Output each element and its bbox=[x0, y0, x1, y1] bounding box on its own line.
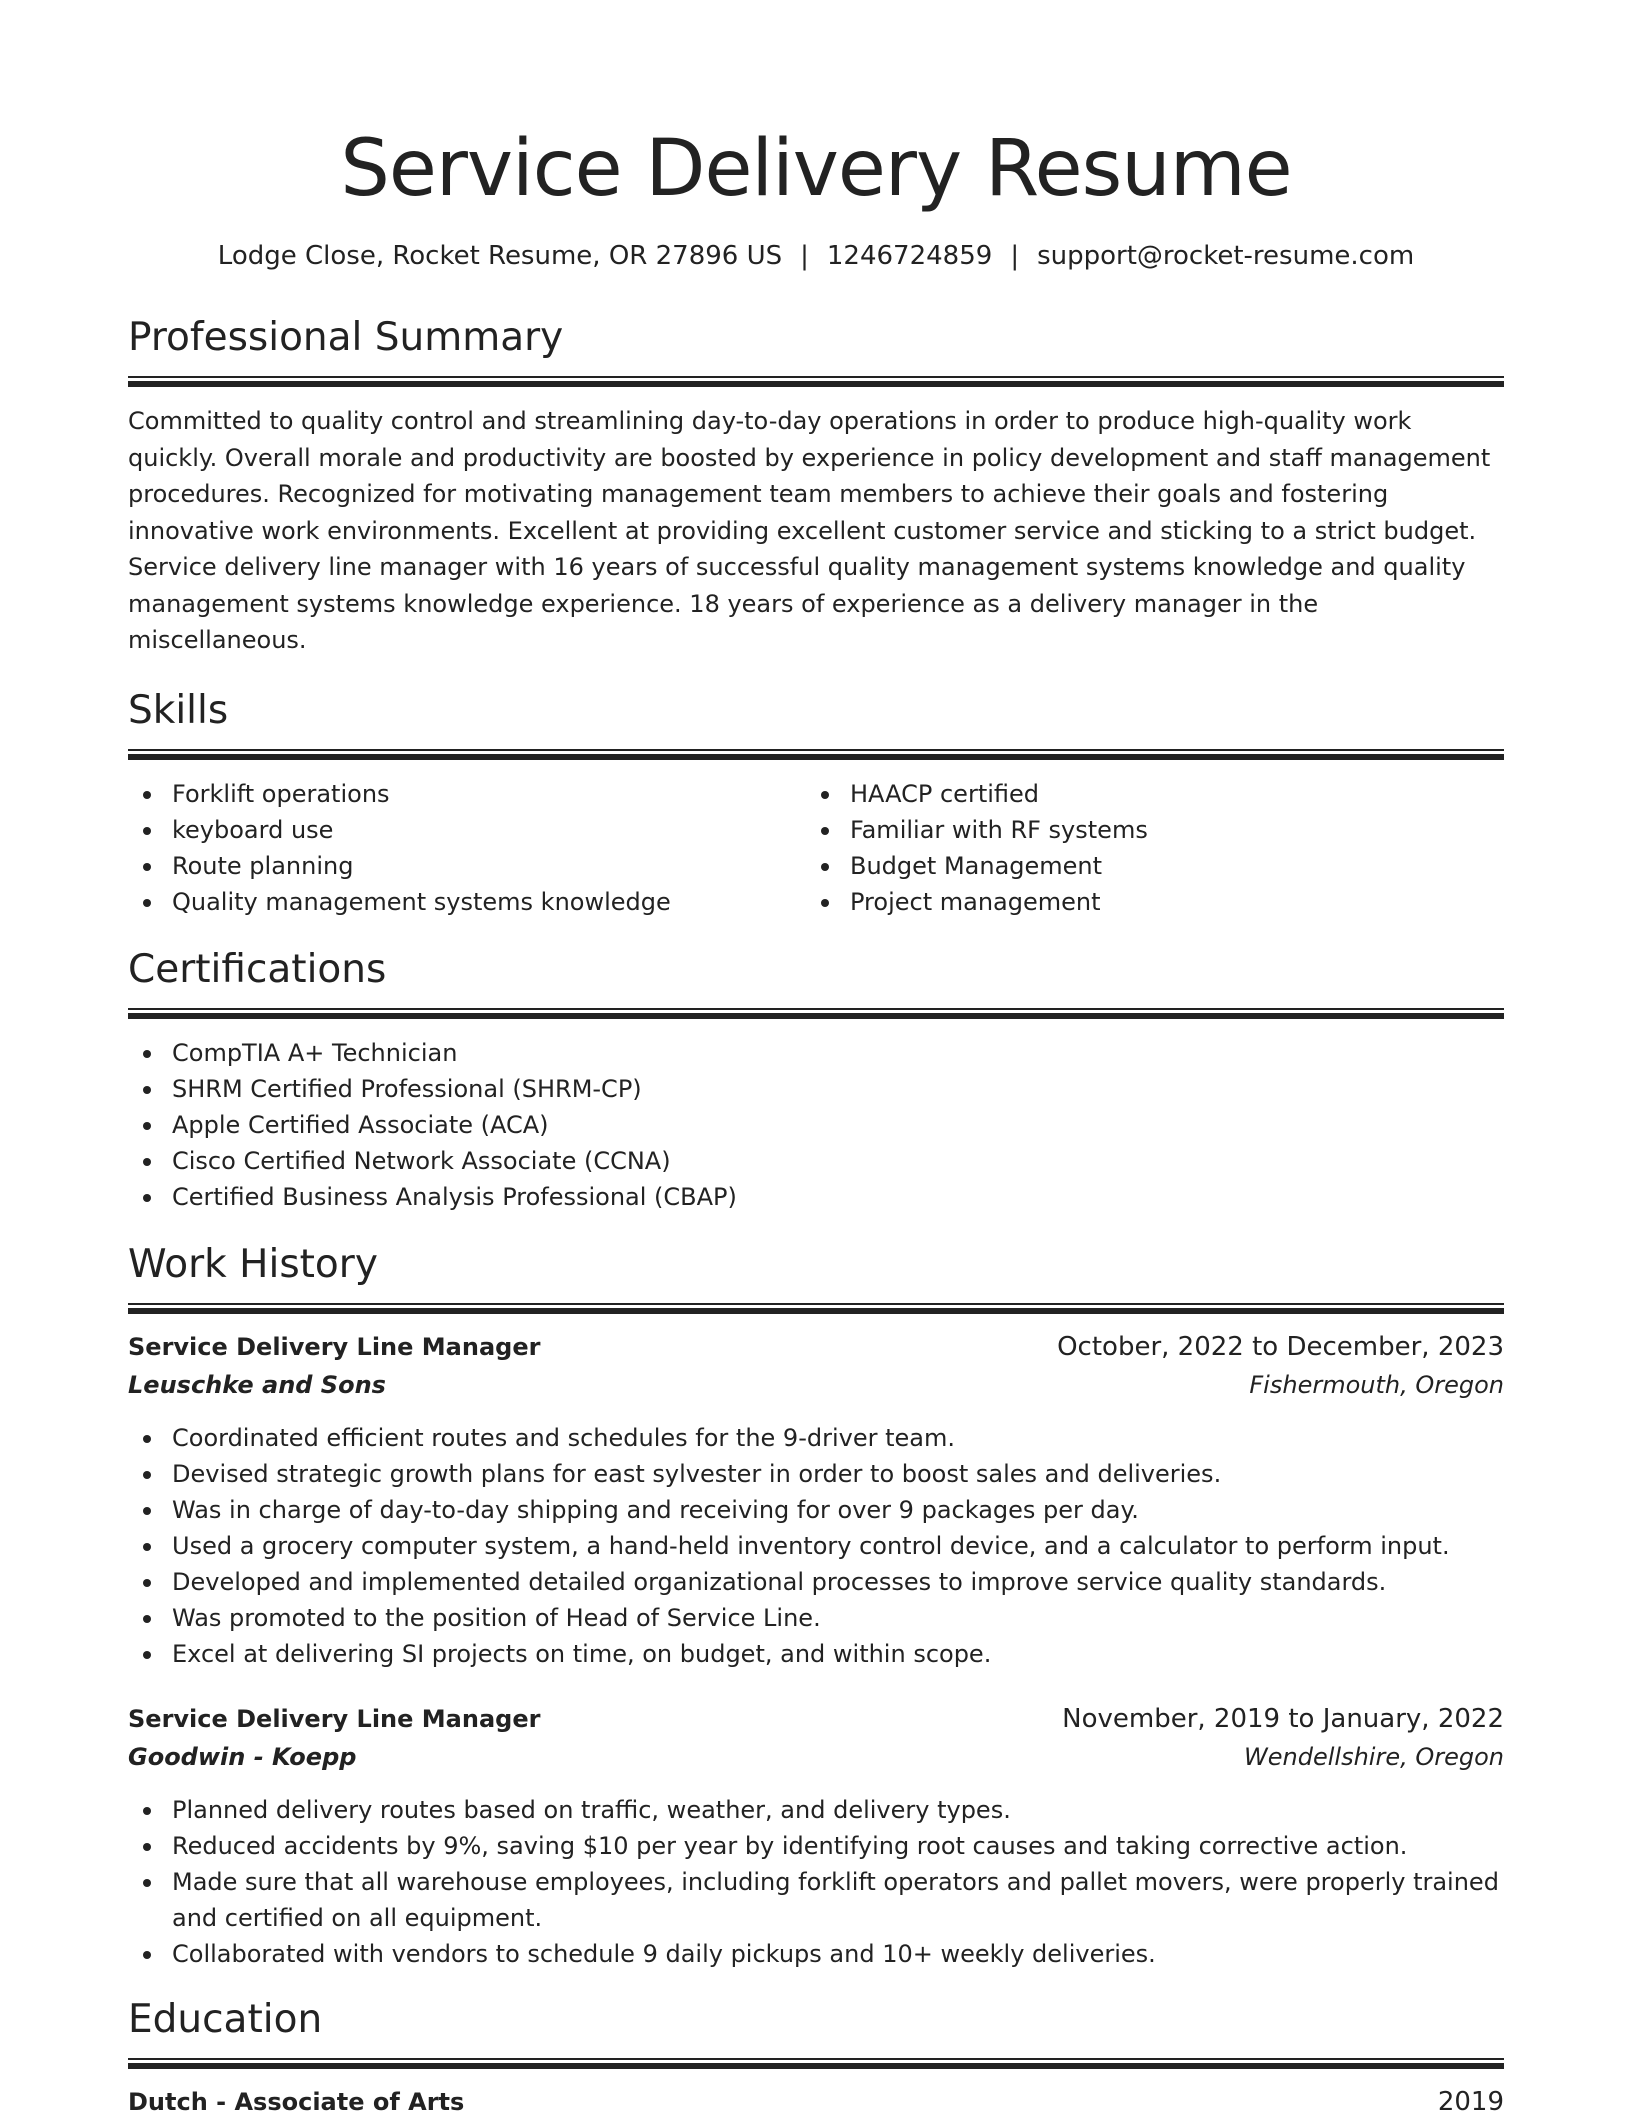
skill-item: keyboard use bbox=[128, 812, 806, 848]
section-title: Work History bbox=[128, 1241, 378, 1287]
job-bullet: Devised strategic growth plans for east sylvester in order to boost sales and deliveries. bbox=[128, 1456, 1504, 1492]
degree: Dutch - Associate of Arts bbox=[128, 2087, 465, 2116]
section-title: Certifications bbox=[128, 946, 387, 992]
section-title: Skills bbox=[128, 687, 229, 733]
job-bullets bbox=[128, 1792, 1504, 1972]
certification-item: SHRM Certified Professional (SHRM-CP) bbox=[128, 1071, 1504, 1107]
job-bullets bbox=[128, 1420, 1504, 1672]
skills-section bbox=[128, 687, 1504, 920]
certifications-list bbox=[128, 1035, 1504, 1215]
job-bullet: Reduced accidents by 9%, saving $10 per year by identifying root causes and taking corrective action. bbox=[128, 1828, 1504, 1864]
resume-page bbox=[128, 120, 1504, 2121]
job-location: Wendellshire, Oregon bbox=[1244, 1742, 1504, 1771]
certification-item: CompTIA A+ Technician bbox=[128, 1035, 1504, 1071]
job-bullet: Planned delivery routes based on traffic, weather, and delivery types. bbox=[128, 1792, 1504, 1828]
job-title: Service Delivery Line Manager bbox=[128, 1704, 541, 1733]
section-divider bbox=[128, 1303, 1504, 1314]
education-section bbox=[128, 1996, 1504, 2121]
section-title: Education bbox=[128, 1996, 323, 2042]
summary-text: Committed to quality control and streamlining day-to-day operations in order to produce high-quality work quickly. Overall morale and productivity are boosted by experience in policy development and staff management procedures. Recognized for motivating management team members to achieve their goals and fostering innovative work environments. Excellent at providing excellent customer service and sticking to a strict budget. Service delivery line manager with 16 years of successful quality management systems knowledge and quality management systems knowledge experience. 18 years of experience as a delivery manager in the miscellaneous. bbox=[128, 407, 1491, 654]
section-divider bbox=[128, 1008, 1504, 1019]
job-bullet: Made sure that all warehouse employees, including forklift operators and pallet movers, were properly trained and certified on all equipment. bbox=[128, 1864, 1504, 1936]
work-history-section bbox=[128, 1241, 1504, 1972]
contact-line bbox=[128, 238, 1504, 274]
job-bullet: Excel at delivering SI projects on time, on budget, and within scope. bbox=[128, 1636, 1504, 1672]
certifications-section bbox=[128, 946, 1504, 1215]
contact-email: support@rocket-resume.com bbox=[1037, 241, 1415, 271]
job-bullet: Was promoted to the position of Head of Service Line. bbox=[128, 1600, 1504, 1636]
job-title: Service Delivery Line Manager bbox=[128, 1332, 541, 1361]
job-bullet: Developed and implemented detailed organizational processes to improve service quality standards. bbox=[128, 1564, 1504, 1600]
education-year: 2019 bbox=[1437, 2086, 1504, 2117]
skill-item: Quality management systems knowledge bbox=[128, 884, 806, 920]
skills-left-column bbox=[128, 776, 806, 920]
skills-right-column bbox=[806, 776, 1484, 920]
job-dates: November, 2019 to January, 2022 bbox=[1062, 1703, 1504, 1734]
contact-separator: | bbox=[1010, 241, 1020, 271]
skills-grid bbox=[128, 776, 1504, 920]
company-name: Goodwin - Koepp bbox=[128, 1742, 357, 1771]
company-name: Leuschke and Sons bbox=[128, 1370, 386, 1399]
contact-address: Lodge Close, Rocket Resume, OR 27896 US bbox=[217, 241, 783, 271]
skill-item: Budget Management bbox=[806, 848, 1484, 884]
resume-name: Service Delivery Resume bbox=[340, 124, 1292, 214]
section-divider bbox=[128, 749, 1504, 760]
job-bullet: Coordinated efficient routes and schedules for the 9-driver team. bbox=[128, 1420, 1504, 1456]
job-dates: October, 2022 to December, 2023 bbox=[1057, 1331, 1504, 1362]
summary-section bbox=[128, 314, 1504, 659]
section-title: Professional Summary bbox=[128, 315, 564, 360]
contact-separator: | bbox=[800, 241, 809, 271]
section-divider bbox=[128, 2058, 1504, 2069]
section-divider bbox=[128, 376, 1504, 387]
skill-item: HAACP certified bbox=[806, 776, 1484, 812]
job-bullet: Collaborated with vendors to schedule 9 daily pickups and 10+ weekly deliveries. bbox=[128, 1936, 1504, 1972]
job-location: Fishermouth, Oregon bbox=[1249, 1370, 1504, 1399]
skill-item: Familiar with RF systems bbox=[806, 812, 1484, 848]
job-entry bbox=[128, 1328, 1504, 1672]
certification-item: Cisco Certified Network Associate (CCNA) bbox=[128, 1143, 1504, 1179]
skill-item: Project management bbox=[806, 884, 1484, 920]
skill-item: Route planning bbox=[128, 848, 806, 884]
skill-item: Forklift operations bbox=[128, 776, 806, 812]
education-entry bbox=[128, 2083, 1504, 2121]
certification-item: Apple Certified Associate (ACA) bbox=[128, 1107, 1504, 1143]
certification-item: Certified Business Analysis Professional (CBAP) bbox=[128, 1179, 1504, 1215]
job-entry bbox=[128, 1700, 1504, 1972]
job-bullet: Used a grocery computer system, a hand-held inventory control device, and a calculator to perform input. bbox=[128, 1528, 1504, 1564]
job-bullet: Was in charge of day-to-day shipping and receiving for over 9 packages per day. bbox=[128, 1492, 1504, 1528]
contact-phone: 1246724859 bbox=[826, 241, 993, 271]
